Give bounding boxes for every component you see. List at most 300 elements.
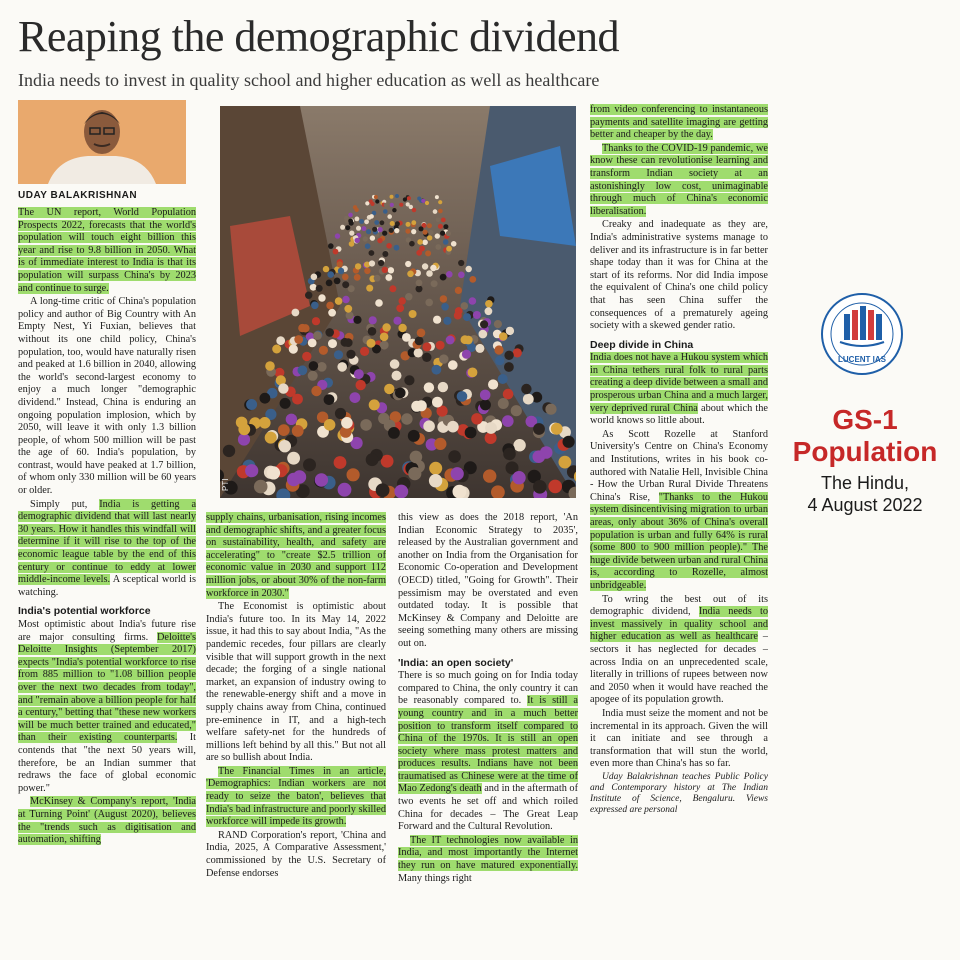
crowd-figure [316, 285, 323, 292]
topic-label: Population [792, 436, 938, 467]
crowd-figure [403, 197, 407, 201]
crowd-figure [480, 390, 491, 401]
crowd-figure [419, 226, 424, 231]
crowd-figure [435, 244, 441, 250]
crowd-figure [416, 250, 422, 256]
crowd-figure [384, 384, 394, 394]
crowd-figure [390, 359, 400, 369]
crowd-figure [533, 423, 545, 435]
crowd-figure [378, 227, 383, 232]
crowd-figure [355, 217, 360, 222]
crowd-photo [220, 106, 576, 498]
crowd-figure [369, 260, 375, 266]
source-label: The Hindu, [820, 473, 910, 493]
crowd-figure [439, 354, 448, 363]
crowd-figure [441, 218, 446, 223]
crowd-figure [475, 344, 484, 353]
crowd-figure [334, 278, 341, 285]
col4-para5-lead: As Scott Rozelle at Stanford University's Centre on China's Economy and Institutions, writes in his book co-authored with Natalie Hell, Invisible China - How the Urban Rural Divide Threatens China's Rise, [590, 428, 768, 503]
crowd-figure [348, 213, 353, 218]
crowd-figure [429, 474, 442, 487]
crowd-figure [369, 399, 380, 410]
crowd-figure [394, 485, 408, 498]
crowd-figure [466, 266, 472, 272]
crowd-figure [440, 274, 447, 281]
crowd-figure [423, 230, 428, 235]
crowd-figure [328, 243, 334, 249]
crowd-figure [342, 274, 349, 281]
crowd-figure [494, 345, 503, 354]
date-label: 4 August 2022 [807, 495, 923, 515]
crowd-figure [447, 421, 459, 433]
crowd-figure [559, 456, 572, 469]
crowd-figure [265, 361, 275, 371]
crowd-figure [359, 219, 364, 224]
crowd-figure [427, 223, 432, 228]
crowd-figure [303, 458, 316, 471]
crowd-figure [364, 219, 369, 224]
crowd-figure [276, 336, 285, 345]
crowd-figure [409, 205, 413, 209]
crowd-figure [513, 348, 522, 357]
crowd-figure [440, 295, 447, 302]
crowd-figure [498, 374, 508, 384]
crowd-figure [429, 462, 442, 475]
crowd-figure [416, 285, 423, 292]
crowd-figure [446, 336, 455, 345]
crowd-figure [462, 350, 471, 359]
crowd-figure [435, 233, 440, 238]
crowd-figure [503, 448, 516, 461]
crowd-figure [311, 274, 318, 281]
col1-para3-tail: A sceptical world is watching. [18, 574, 196, 598]
crowd-figure [344, 305, 352, 313]
crowd-figure [417, 329, 426, 338]
crowd-figure [323, 266, 329, 272]
crowd-figure [488, 379, 498, 389]
crowd-figure [354, 274, 361, 281]
crowd-figure [388, 267, 394, 273]
crowd-figure [465, 427, 477, 439]
crowd-figure [368, 327, 377, 336]
crowd-figure [375, 299, 383, 307]
crowd-figure [280, 398, 291, 409]
crowd-figure [298, 365, 308, 375]
crowd-figure [335, 408, 346, 419]
crowd-figure [372, 227, 377, 232]
crowd-figure [454, 312, 462, 320]
crowd-figure [347, 468, 360, 481]
crowd-figure [457, 391, 468, 402]
crowd-figure [503, 389, 514, 400]
crowd-figure [378, 260, 384, 266]
crowd-figure [387, 214, 392, 219]
crowd-figure [407, 196, 411, 200]
crowd-figure [485, 422, 497, 434]
crowd-figure [337, 362, 347, 372]
crowd-figure [409, 241, 415, 247]
crowd-figure [422, 263, 428, 269]
crowd-figure [443, 239, 449, 245]
crowd-figure [260, 393, 271, 404]
col2-para4: RAND Corporation's report, 'China and India, 2025, A Comparative Assessment,' commissioned by the U.S. Secretary of Defense endorses [206, 829, 386, 879]
crowd-figure [223, 445, 235, 457]
crowd-figure [422, 240, 428, 246]
crowd-figure [279, 440, 291, 452]
crowd-figure [310, 284, 317, 291]
crowd-figure [374, 275, 381, 282]
crowd-figure [376, 483, 390, 497]
crowd-figure [365, 243, 371, 249]
crowd-figure [355, 263, 361, 269]
crowd-figure [430, 265, 436, 271]
crowd-figure [385, 196, 389, 200]
crowd-figure [494, 320, 502, 328]
crowd-figure [406, 222, 411, 227]
crowd-figure [313, 331, 322, 340]
crowd-figure [334, 350, 343, 359]
crowd-figure [425, 299, 433, 307]
crowd-figure [423, 420, 435, 432]
crowd-figure [245, 464, 258, 477]
col1-para2: A long-time critic of China's population policy and author of Big Country with An Empty Nest, Yi Fuxian, believes that without its one child policy, China's population, too, would have naturally risen and peaked at 1.6 billion in 2040, allowing the world's second-largest economy to enjoy a much longer "demographic dividend." Instead, China is enduring an ongoing population implosion, which by 2050, will leave it with only 1.3 billion people, of whom 500 million will be past the age of 60. India's population, by contrast, would have peaked at 1.7 billion, of whom only 330 million will be 60 years or older. [18, 296, 196, 497]
crowd-figure [278, 383, 288, 393]
crowd-figure [438, 209, 443, 214]
crowd-figure [382, 267, 388, 273]
col4-para5-highlight: "Thanks to the Hukou system disincentivising migration to urban areas, only about 36% of China's overall population is urban and fully 64% is rural (some 800 to 900 million people)." The huge divide between urban and rural China is, according to Rozelle, almost unbridgeable. [590, 491, 768, 591]
crowd-figure [461, 302, 469, 310]
crowd-figure [425, 250, 431, 256]
crowd-figure [411, 220, 416, 225]
crowd-figure [292, 394, 303, 405]
crowd-figure [395, 388, 406, 399]
crowd-figure [485, 300, 493, 308]
crowd-figure [480, 320, 488, 328]
col3-para2-lead: There is so much going on for India today compared to China, the only country it can be reasonably compared to. [398, 670, 578, 707]
crowd-figure [436, 217, 441, 222]
crowd-figure [422, 353, 431, 362]
crowd-figure [434, 438, 446, 450]
subheading-open-society: 'India: an open society' [398, 656, 514, 669]
article-subhead: India needs to invest in quality school and higher education as well as healthcare [18, 70, 600, 90]
crowd-figure [311, 386, 321, 396]
crowd-figure [404, 375, 414, 385]
crowd-figure [324, 394, 335, 405]
logo-text: LUCENT IAS [838, 355, 886, 364]
crowd-figure [312, 317, 320, 325]
crowd-figure [480, 399, 491, 410]
crowd-figure [366, 285, 373, 292]
crowd-figure [393, 317, 401, 325]
crowd-figure [394, 228, 399, 233]
crowd-figure [428, 230, 433, 235]
crowd-figure [483, 469, 496, 482]
crowd-figure [386, 243, 392, 249]
crowd-figure [451, 467, 464, 480]
crowd-figure [292, 425, 304, 437]
crowd-figure [446, 271, 453, 278]
crowd-figure [432, 397, 443, 408]
crowd-figure [389, 285, 396, 292]
col4-para6-tail: – sectors it has neglected for decades – across India on an unprecedented scale, literally in trillions of rupees between now and 2050 when it would have reached the apogee of its population growth. [590, 631, 768, 706]
crowd-figure [417, 239, 423, 245]
crowd-figure [479, 330, 488, 339]
crowd-figure [446, 231, 451, 236]
crowd-figure [458, 260, 464, 266]
crowd-figure [370, 235, 375, 240]
crowd-figure [548, 480, 562, 494]
col2-para2: The Economist is optimistic about India's future too. In its May 14, 2022 issue, it had this to say about India, "As the pandemic recedes, four pillars are clearly visible that will support growth in the next decade; the forging of a single national market, an expansion of industry owing to the renewable-energy shift and a move in supply chains away from China, continued pre-eminence in IT, and a high-tech welfare safety-net for the hundreds of millions left behind by all this." But not all are so bullish about India. [206, 601, 386, 764]
crowd-figure [433, 209, 438, 214]
crowd-figure [435, 195, 439, 199]
crowd-figure [342, 281, 349, 288]
crowd-figure [392, 208, 396, 212]
crowd-figure [513, 439, 525, 451]
col1-para4-lead: Most optimistic about India's future rise are major consulting firms. [18, 619, 196, 643]
crowd-figure [267, 466, 280, 479]
crowd-figure [407, 271, 414, 278]
crowd-figure [366, 229, 371, 234]
crowd-figure [455, 287, 462, 294]
crowd-figure [349, 241, 355, 247]
crowd-figure [315, 473, 328, 486]
topic-tag [780, 404, 950, 534]
crowd-figure [563, 436, 575, 448]
crowd-figure [395, 194, 399, 198]
crowd-figure [341, 417, 353, 429]
crowd-figure [380, 220, 385, 225]
crowd-figure [298, 324, 306, 332]
crowd-figure [409, 310, 417, 318]
crowd-figure [272, 345, 281, 354]
crowd-figure [380, 341, 389, 350]
crowd-figure [380, 333, 389, 342]
crowd-figure [410, 451, 423, 464]
crowd-figure [360, 419, 372, 431]
crowd-figure [367, 339, 376, 348]
crowd-figure [338, 268, 344, 274]
crowd-figure [533, 450, 546, 463]
crowd-figure [469, 297, 477, 305]
crowd-figure [408, 467, 421, 480]
crowd-figure [327, 271, 334, 278]
crowd-figure [485, 307, 493, 315]
crowd-figure [504, 362, 514, 372]
crowd-figure [388, 427, 400, 439]
col4-para2-highlight: Thanks to the COVID-19 pandemic, we know these can revolutionise learning and transform Indian society at an astonishingly low cost, unimaginable through much of China's economic liberalisation. [590, 142, 768, 217]
crowd-figure [426, 270, 433, 277]
col1-para5-highlight: McKinsey & Company's report, 'India at Turning Point' (August 2020), believes the "trends such as digitisation and automation, shifting [18, 796, 196, 846]
crowd-figure [353, 316, 361, 324]
crowd-figure [414, 348, 423, 357]
crowd-figure [499, 332, 508, 341]
crowd-figure [443, 224, 448, 229]
crowd-figure [382, 323, 390, 331]
crowd-figure [344, 338, 353, 347]
crowd-figure [512, 471, 525, 484]
col2-para1-highlight: supply chains, urbanisation, rising incomes and demographic shifts, and a greater focus on sustainability, health, and safety are accelerating" to "create $2.5 trillion of economic value in 2030 and support 112 million jobs, or about 30% of the non-farm workforce in 2030." [206, 512, 386, 599]
crowd-figure [335, 297, 343, 305]
crowd-figure [416, 280, 423, 287]
crowd-figure [377, 238, 382, 243]
crowd-figure [498, 398, 509, 409]
crowd-figure [337, 261, 343, 267]
crowd-figure [369, 316, 377, 324]
crowd-figure [338, 483, 352, 497]
crowd-figure [346, 350, 355, 359]
crowd-figure [259, 417, 271, 429]
crowd-figure [415, 337, 424, 346]
crowd-figure [523, 394, 534, 405]
col4-para7: India must seize the moment and not be incremental in its approach. Given the will it can initiate and see through a transformation that will stun the world, even more than China's has so far. [590, 707, 768, 770]
crowd-figure [370, 202, 374, 206]
crowd-figure [405, 229, 410, 234]
crowd-figure [294, 335, 303, 344]
byline: UDAY BALAKRISHNAN [18, 190, 138, 201]
crowd-figure [326, 280, 333, 287]
lucent-ias-logo [820, 292, 904, 376]
crowd-figure [356, 380, 366, 390]
crowd-figure [354, 369, 364, 379]
crowd-figure [533, 480, 547, 494]
crowd-figure [287, 452, 300, 465]
crowd-figure [390, 203, 394, 207]
crowd-figure [545, 404, 556, 415]
crowd-figure [334, 456, 347, 469]
crowd-figure [402, 333, 411, 342]
crowd-figure [394, 245, 400, 251]
crowd-figure [369, 214, 374, 219]
crowd-figure [292, 309, 300, 317]
crowd-figure [448, 450, 461, 463]
column-1 [18, 207, 196, 952]
crowd-figure [254, 480, 268, 494]
crowd-figure [375, 199, 379, 203]
crowd-figure [495, 356, 504, 365]
crowd-figure [451, 241, 457, 247]
crowd-figure [365, 201, 369, 205]
crowd-figure [238, 433, 250, 445]
column-2 [206, 512, 386, 952]
crowd-figure [385, 274, 392, 281]
col4-para4-tail: about which the world knows so little about. [590, 402, 768, 427]
crowd-figure [432, 365, 442, 375]
article-headline: Reaping the demographic dividend [18, 12, 620, 61]
crowd-figure [381, 455, 394, 468]
crowd-figure [389, 228, 394, 233]
column-4 [590, 104, 768, 952]
crowd-figure [471, 413, 482, 424]
crowd-figure [345, 225, 350, 230]
subheading-potential-workforce: India's potential workforce [18, 605, 151, 618]
crowd-figure [448, 360, 458, 370]
crowd-figure [438, 382, 448, 392]
crowd-figure [463, 313, 471, 321]
crowd-figure [305, 292, 312, 299]
crowd-figure [302, 352, 311, 361]
crowd-figure [382, 231, 387, 236]
crowd-figure [521, 384, 531, 394]
crowd-figure [286, 414, 297, 425]
crowd-figure [412, 208, 416, 212]
crowd-figure [309, 361, 319, 371]
crowd-figure [355, 238, 360, 243]
crowd-figure [354, 208, 358, 212]
crowd-figure [441, 303, 449, 311]
crowd-figure [349, 231, 354, 236]
crowd-figure [438, 200, 442, 204]
crowd-figure [383, 209, 388, 214]
crowd-figure [422, 342, 431, 351]
crowd-figure [461, 335, 470, 344]
col4-para1-highlight: from video conferencing to instantaneous payments and satellite imaging are getting better and cheaper by the day. [590, 104, 768, 141]
crowd-figure [340, 225, 345, 230]
col1-para3-lead: Simply put, [30, 498, 88, 510]
crowd-figure [440, 231, 445, 236]
crowd-figure [324, 419, 336, 431]
column-3 [398, 512, 578, 952]
crowd-figure [265, 432, 277, 444]
crowd-figure [319, 346, 328, 355]
col4-para4-highlight: India does not have a Hukou system which in China tethers rural folk to rural parts creating a deep divide between a small and prosperous urban China and a much larger, very deprived rural China [590, 352, 768, 414]
col3-para2-highlight: It is still a young country and in a much better position to transform itself compared to China of the 1970s. It is still an open society where mass protest matters and produces results. Indians have not been traumatised as Chinese were at the time of Mao Zedong's death [398, 695, 578, 795]
col1-para1: The UN report, World Population Prospects 2022, forecasts that the world's population will touch eight billion this year and rise to 9.8 billion in 2050. What is of immediate interest to India is that its population will surpass China's by 2023 and continue to surge. [18, 207, 196, 294]
crowd-figure [350, 392, 361, 403]
crowd-figure [433, 316, 441, 324]
crowd-figure [468, 368, 478, 378]
crowd-figure [346, 311, 354, 319]
crowd-figure [396, 304, 404, 312]
col3-para1: this view as does the 2018 report, 'An Indian Economic Strategy to 2035', released by the Australian government and another on India from the Organisation for Economic Co-operation and Development (OECD) titled, "Going for Growth". Their pessimism may be overstated and even outdated today. It is possible that McKinsey & Company and Deloitte are seeing something many others are missing out on. [398, 512, 578, 649]
crowd-figure [431, 280, 438, 287]
crowd-figure [238, 423, 250, 435]
crowd-figure [408, 430, 420, 442]
col3-para3-tail: Many things right [398, 872, 472, 884]
crowd-figure [344, 216, 349, 221]
crowd-figure [335, 233, 340, 238]
crowd-figure [364, 268, 370, 274]
crowd-figure [317, 362, 327, 372]
crowd-figure [473, 311, 481, 319]
crowd-figure [436, 341, 445, 350]
crowd-figure [289, 345, 298, 354]
crowd-figure [278, 424, 290, 436]
crowd-figure [342, 296, 349, 303]
crowd-figure [425, 201, 429, 205]
crowd-figure [308, 371, 318, 381]
col3-para3-highlight: The IT technologies now available in India, and most importantly the Internet they run on have matured exponentially. [398, 834, 578, 872]
crowd-figure [390, 221, 395, 226]
crowd-figure [246, 399, 257, 410]
photo-credit: PTI [221, 478, 230, 491]
crowd-figure [424, 382, 434, 392]
crowd-figure [399, 203, 403, 207]
crowd-figure [551, 423, 563, 435]
crowd-figure [399, 297, 406, 304]
crowd-figure [382, 251, 388, 257]
crowd-figure [506, 327, 514, 335]
crowd-figure [328, 309, 336, 317]
crowd-figure [325, 328, 334, 337]
crowd-figure [349, 221, 354, 226]
crowd-figure [384, 203, 388, 207]
subheading-deep-divide: Deep divide in China [590, 338, 694, 351]
crowd-figure [453, 485, 467, 498]
crowd-figure [360, 347, 369, 356]
author-photo [18, 100, 186, 184]
crowd-figure [328, 339, 337, 348]
crowd-figure [398, 324, 406, 332]
